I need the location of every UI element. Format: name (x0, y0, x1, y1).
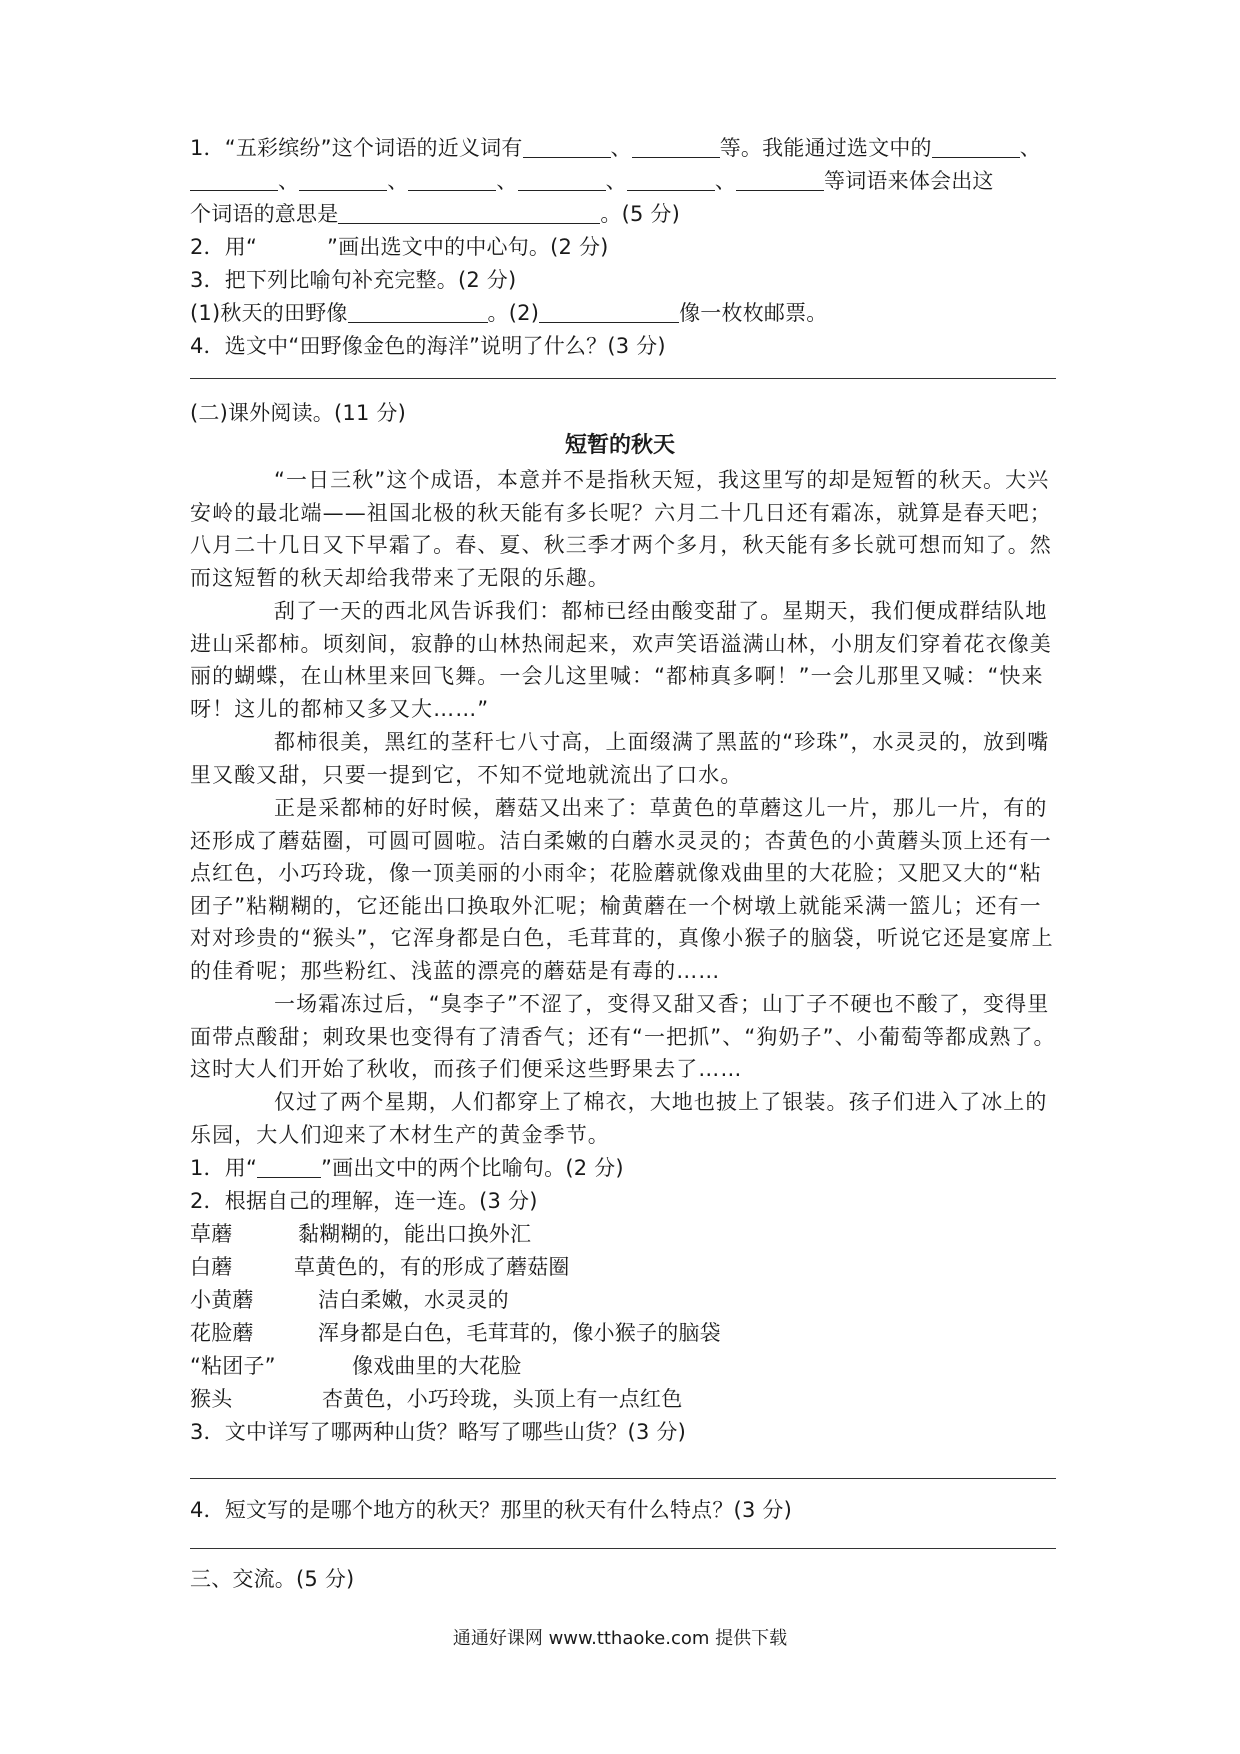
download-footer: 通通好课网 www.tthaoke.com 提供下载 (452, 1628, 788, 1649)
answer-blank[interactable] (257, 1155, 321, 1178)
match-right[interactable]: 像戏曲里的大花脸 (352, 1354, 522, 1378)
match-right[interactable]: 浑身都是白色，毛茸茸的，像小猴子的脑袋 (318, 1321, 721, 1345)
match-right[interactable]: 草黄色的，有的形成了蘑菇圈 (294, 1255, 570, 1279)
question-2: 2．用“ ”画出选文中的中心句。(2 分) (190, 235, 609, 259)
passage-title: 短暂的秋天 (564, 433, 675, 458)
answer-line[interactable] (190, 1548, 1056, 1549)
match-left[interactable]: 猴头 (190, 1387, 233, 1411)
passage-paragraph-3: 都柿很美，黑红的茎秆七八寸高，上面缀满了黑蓝的“珍珠”，水灵灵的，放到嘴里又酸又甜，只要一提到它，不知不觉地就流出了口水。 (190, 730, 1050, 787)
match-row (190, 1383, 682, 1415)
match-left[interactable]: 白蘑 (190, 1255, 233, 1279)
passage-question-1: 1．用“ ”画出文中的两个比喻句。(2 分) (190, 1156, 624, 1180)
answer-blank[interactable] (408, 168, 496, 191)
match-row (190, 1284, 509, 1316)
match-left[interactable]: 小黄蘑 (190, 1288, 254, 1312)
question-text: 1．“五彩缤纷”这个词语的近义词有 (190, 136, 523, 160)
passage-paragraph-1: “一日三秋”这个成语，本意并不是指秋天短，我这里写的却是短暂的秋天。大兴安岭的最北端——祖国北极的秋天能有多长呢？六月二十几日还有霜冻，就算是春天吧；八月二十几日又下早霜了。春、夏、秋三季才两个多月，秋天能有多长就可想而知了。然而这短暂的秋天却给我带来了无限的乐趣。 (190, 468, 1052, 590)
match-left[interactable]: 花脸蘑 (190, 1321, 254, 1345)
question-4: 4．选文中“田野像金色的海洋”说明了什么？(3 分) (190, 334, 666, 358)
answer-blank[interactable] (736, 168, 824, 191)
match-left[interactable]: 草蘑 (190, 1222, 233, 1246)
answer-blank[interactable] (348, 300, 488, 323)
match-row (190, 1218, 531, 1250)
match-right[interactable]: 洁白柔嫩，水灵灵的 (318, 1288, 509, 1312)
passage-paragraph-2: 刮了一天的西北风告诉我们：都柿已经由酸变甜了。星期天，我们便成群结队地进山采都柿。顷刻间，寂静的山林热闹起来，欢声笑语溢满山林，小朋友们穿着花衣像美丽的蝴蝶，在山林里来回飞舞。一会儿这里喊：“都柿真多啊！”一会儿那里又喊：“快来呀！这儿的都柿又多又大……” (190, 599, 1052, 721)
question-3: 3．把下列比喻句补充完整。(2 分) (190, 268, 517, 292)
answer-line[interactable] (190, 1478, 1056, 1479)
passage-question-4: 4．短文写的是哪个地方的秋天？那里的秋天有什么特点？(3 分) (190, 1498, 792, 1522)
passage-paragraph-6: 仅过了两个星期，人们都穿上了棉衣，大地也披上了银装。孩子们进入了冰上的乐园，大人们迎来了木材生产的黄金季节。 (190, 1090, 1048, 1147)
question-1-line-2: 、 、 、 、 、 等词语来体会出这 (190, 165, 994, 197)
passage-paragraph-5: 一场霜冻过后，“臭李子”不涩了，变得又甜又香；山丁子不硬也不酸了，变得里面带点酸甜；刺玫果也变得有了清香气；还有“一把抓”、“狗奶子”、小葡萄等都成熟了。这时大人们开始了秋收，而孩子们便采这些野果去了…… (190, 992, 1056, 1082)
answer-blank[interactable] (627, 168, 715, 191)
answer-blank[interactable] (190, 168, 278, 191)
answer-blank[interactable] (539, 300, 679, 323)
passage-question-3: 3．文中详写了哪两种山货？略写了哪些山货？(3 分) (190, 1420, 686, 1444)
match-row (190, 1350, 522, 1382)
answer-line[interactable] (190, 378, 1056, 379)
match-right[interactable]: 杏黄色，小巧玲珑，头顶上有一点红色 (322, 1387, 683, 1411)
match-right[interactable]: 黏糊糊的，能出口换外汇 (298, 1222, 532, 1246)
answer-blank[interactable] (632, 135, 720, 158)
answer-blank[interactable] (523, 135, 611, 158)
match-row (190, 1251, 570, 1283)
question-1-line-1: 1．“五彩缤纷”这个词语的近义词有 、 等。我能通过选文中的 、 (190, 136, 1041, 160)
answer-blank[interactable] (338, 201, 600, 224)
passage-paragraph-4: 正是采都柿的好时候，蘑菇又出来了：草黄色的草蘑这儿一片，那儿一片，有的还形成了蘑菇圈，可圆可圆啦。洁白柔嫩的白蘑水灵灵的；杏黄色的小黄蘑头顶上还有一点红色，小巧玲珑，像一顶美丽的小雨伞；花脸蘑就像戏曲里的大花脸；又肥又大的“粘团子”粘糊糊的，它还能出口换取外汇呢；榆黄蘑在一个树墩上就能采满一篮儿；还有一对对珍贵的“猴头”，它浑身都是白色，毛茸茸的，真像小猴子的脑袋，听说它还是宴席上的佳肴呢；那些粉红、浅蓝的漂亮的蘑菇是有毒的…… (190, 796, 1054, 983)
passage-question-2: 2．根据自己的理解，连一连。(3 分) (190, 1189, 538, 1213)
answer-blank[interactable] (518, 168, 606, 191)
match-row (190, 1317, 721, 1349)
answer-blank[interactable] (932, 135, 1020, 158)
section-2-heading: (二)课外阅读。(11 分) (190, 401, 406, 425)
section-3-heading: 三、交流。(5 分) (190, 1567, 355, 1591)
question-1-line-3: 个词语的意思是 。(5 分) (190, 202, 681, 226)
question-3-sentences: (1)秋天的田野像 。(2) 像一枚枚邮票。 (190, 301, 828, 325)
answer-blank[interactable] (299, 168, 387, 191)
match-left[interactable]: “粘团子” (190, 1354, 276, 1378)
